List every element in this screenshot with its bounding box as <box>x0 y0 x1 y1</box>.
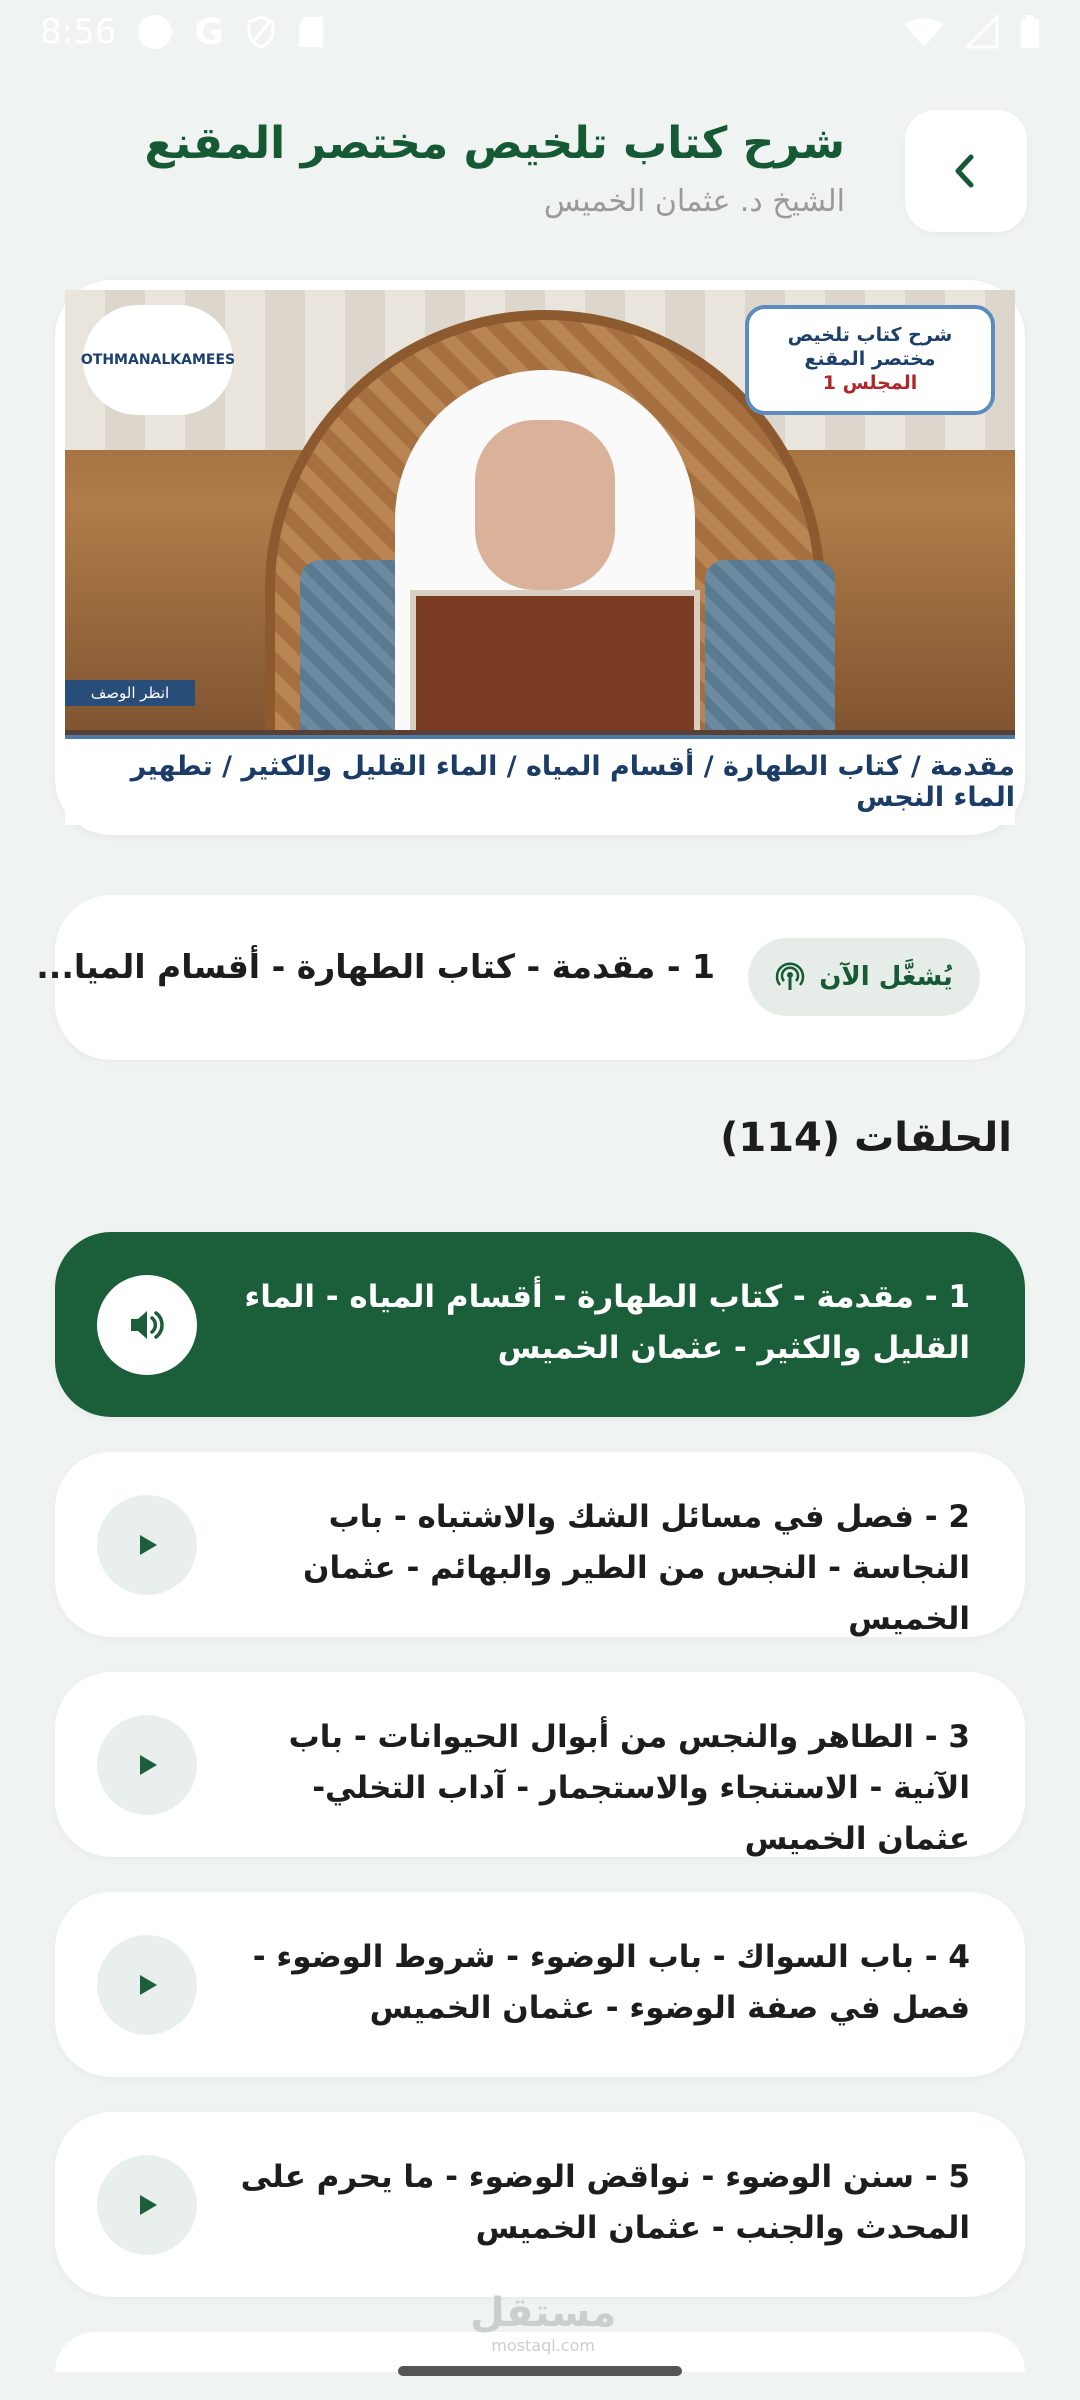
episode-3-play-button[interactable] <box>97 1715 197 1815</box>
episode-2-play-button[interactable] <box>97 1495 197 1595</box>
now-playing-badge <box>748 938 980 1016</box>
play-icon <box>132 1970 162 2000</box>
status-right <box>904 15 1040 49</box>
watermark-sub: mostaql.com <box>491 2336 595 2355</box>
episode-item-1[interactable] <box>55 1232 1025 1417</box>
channel-logo: OTHMANALKAMEES <box>83 305 233 415</box>
episode-1-audio-button[interactable] <box>97 1275 197 1375</box>
status-bar <box>0 0 1080 64</box>
shield-icon <box>246 15 276 49</box>
episode-item-3[interactable] <box>55 1672 1025 1857</box>
thumbnail-speaker-face <box>475 420 615 590</box>
now-playing-card[interactable] <box>36 895 1025 1060</box>
episode-3-title: 3 - الطاهر والنجس من أبوال الحيوانات - باب الآنية - الاستنجاء والاستجمار - آداب التخلي- عثمان الخميس <box>288 1719 970 1857</box>
episode-item-2[interactable] <box>55 1452 1025 1637</box>
header-titles <box>144 110 845 219</box>
header <box>55 110 1025 235</box>
broadcast-icon <box>775 962 805 992</box>
status-left <box>40 12 324 53</box>
play-icon <box>132 1750 162 1780</box>
episode-5-play-button[interactable] <box>97 2155 197 2255</box>
episode-4-title: 4 - باب السواك - باب الوضوء - شروط الوضوء - فصل في صفة الوضوء - عثمان الخميس <box>252 1939 970 2026</box>
episode-2-title: 2 - فصل في مسائل الشك والاشتباه - باب النجاسة - النجس من الطير والبهائم - عثمان الخميس <box>303 1499 970 1637</box>
episode-item-5[interactable] <box>55 2112 1025 2297</box>
series-badge-line1: شرح كتاب تلخيص <box>787 324 953 346</box>
now-playing-title: 1 - مقدمة - كتاب الطهارة - أقسام الميا... <box>36 947 715 986</box>
status-time: 8:56 <box>40 12 117 52</box>
video-thumbnail <box>65 290 1015 825</box>
volume-icon <box>125 1303 169 1347</box>
page-title: شرح كتاب تلخيص مختصر المقنع <box>144 118 845 169</box>
episode-1-title: 1 - مقدمة - كتاب الطهارة - أقسام المياه - الماء القليل والكثير - عثمان الخميس <box>244 1279 970 1366</box>
episodes-heading: الحلقات (114) <box>720 1115 1012 1161</box>
play-icon <box>132 1530 162 1560</box>
thumbnail-caption: مقدمة / كتاب الطهارة / أقسام المياه / الماء القليل والكثير / تطهير الماء النجس <box>65 735 1015 825</box>
now-playing-badge-label: يُشغَّل الآن <box>819 962 953 992</box>
back-button[interactable] <box>905 110 1027 232</box>
sd-card-icon <box>298 16 324 48</box>
episode-5-title: 5 - سنن الوضوء - نواقض الوضوء - ما يحرم على المحدث والجنب - عثمان الخميس <box>240 2159 970 2246</box>
watermark-text: مستقل <box>470 2290 617 2336</box>
episode-4-play-button[interactable] <box>97 1935 197 2035</box>
thumbnail-series-badge <box>745 305 995 415</box>
thumbnail-book <box>410 590 700 740</box>
wifi-icon <box>904 16 944 48</box>
page-subtitle: الشيخ د. عثمان الخميس <box>543 184 845 219</box>
series-badge-line2: مختصر المقنع <box>804 348 936 370</box>
chevron-left-icon <box>946 151 986 191</box>
thumbnail-armrest-right <box>705 560 835 750</box>
series-badge-line3: المجلس 1 <box>822 372 918 394</box>
episode-item-4[interactable] <box>55 1892 1025 2077</box>
signal-icon <box>966 16 998 48</box>
google-icon: G <box>194 11 224 53</box>
gesture-nav-handle[interactable] <box>398 2366 682 2376</box>
watermark <box>470 2290 616 2355</box>
video-thumbnail-card[interactable] <box>55 280 1025 835</box>
play-icon <box>132 2190 162 2220</box>
thumbnail-description-label: انظر الوصف <box>65 680 195 706</box>
battery-icon <box>1020 15 1040 49</box>
notification-dot-icon <box>138 15 172 49</box>
